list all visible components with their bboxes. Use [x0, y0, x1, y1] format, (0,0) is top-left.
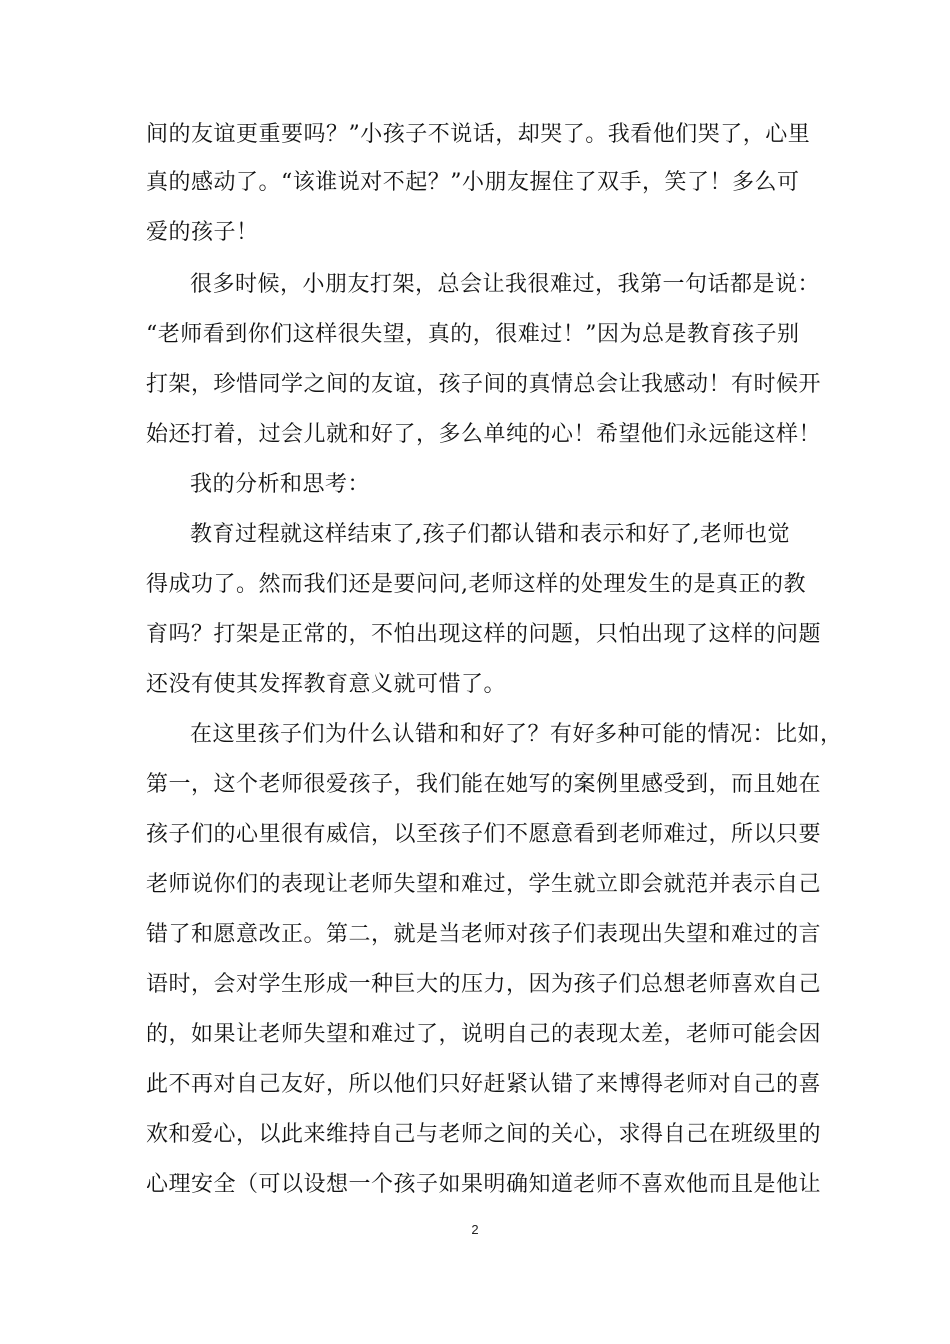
text-line: 得成功了。然而我们还是要问问,老师这样的处理发生的是真正的教 — [146, 572, 806, 597]
text-line: 欢和爱心，以此来维持自己与老师之间的关心，求得自己在班级里的 — [146, 1122, 822, 1147]
text-line: 始还打着，过会儿就和好了，多么单纯的心！希望他们永远能这样！ — [146, 422, 822, 447]
page-number: 2 — [471, 1222, 479, 1237]
text-line: 孩子们的心里很有威信，以至孩子们不愿意看到老师难过，所以只要 — [146, 822, 822, 847]
text-line: 语时，会对学生形成一种巨大的压力，因为孩子们总想老师喜欢自己 — [146, 972, 822, 997]
text-line: 的，如果让老师失望和难过了，说明自己的表现太差，老师可能会因 — [146, 1022, 822, 1047]
text-line: 老师说你们的表现让老师失望和难过，学生就立即会就范并表示自己 — [146, 872, 822, 897]
text-line: 真的感动了。“该谁说对不起？”小朋友握住了双手，笑了！多么可 — [146, 170, 800, 195]
text-line: 还没有使其发挥教育意义就可惜了。 — [146, 672, 507, 697]
text-line: “老师看到你们这样很失望，真的，很难过！”因为总是教育孩子别 — [146, 322, 800, 347]
text-line: 错了和愿意改正。第二，就是当老师对孩子们表现出失望和难过的言 — [146, 922, 822, 947]
text-line: 打架，珍惜同学之间的友谊，孩子间的真情总会让我感动！有时候开 — [146, 372, 822, 397]
text-line: 间的友谊更重要吗？”小孩子不说话，却哭了。我看他们哭了，心里 — [146, 122, 811, 147]
text-line: 此不再对自己友好，所以他们只好赶紧认错了来博得老师对自己的喜 — [146, 1072, 822, 1097]
text-line: 爱的孩子！ — [146, 220, 259, 245]
text-line: 教育过程就这样结束了,孩子们都认错和表示和好了,老师也觉 — [190, 522, 790, 547]
text-line: 第一，这个老师很爱孩子，我们能在她写的案例里感受到，而且她在 — [146, 772, 822, 797]
text-line: 育吗？打架是正常的，不怕出现这样的问题，只怕出现了这样的问题 — [146, 622, 822, 647]
text-line: 很多时候，小朋友打架，总会让我很难过，我第一句话都是说： — [190, 272, 821, 297]
text-line: 心理安全（可以设想一个孩子如果明确知道老师不喜欢他而且是他让 — [146, 1172, 822, 1197]
section-heading: 我的分析和思考： — [190, 472, 371, 497]
text-line: 在这里孩子们为什么认错和和好了？有好多种可能的情况：比如， — [190, 722, 843, 747]
